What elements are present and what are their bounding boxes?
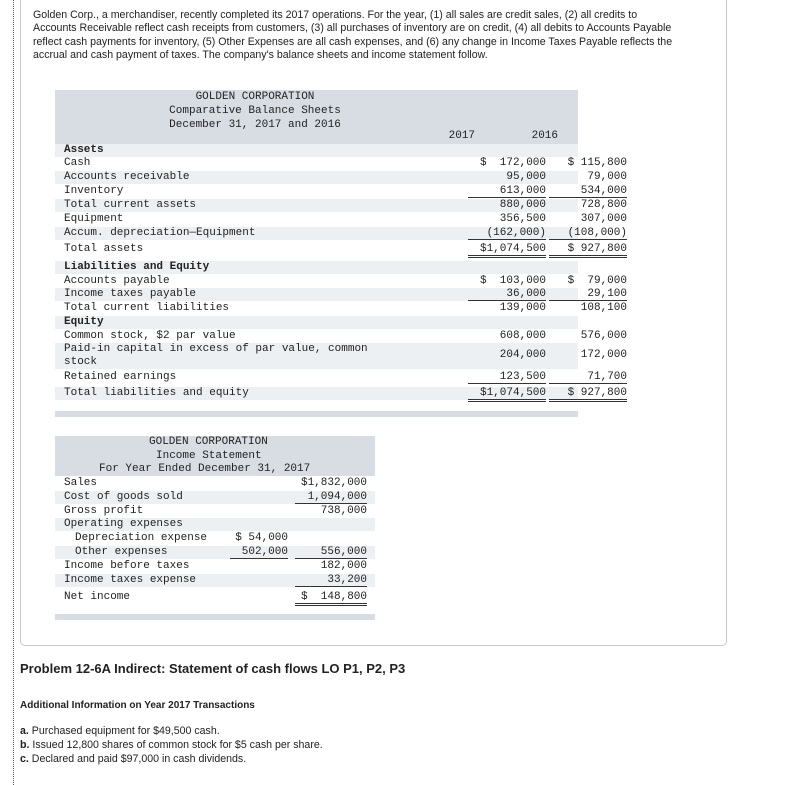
balance-sheet-company: GOLDEN CORPORATION: [195, 91, 315, 103]
bs-row-assets-heading: Assets: [55, 144, 578, 157]
bs-row-total-current-liabilities: Total current liabilities 139,000 108,100: [64, 302, 627, 314]
bs-row-common-stock: Common stock, $2 par value 608,000 576,000: [64, 330, 627, 342]
is-row-cogs: Cost of goods sold 1,094,000: [55, 491, 375, 504]
bs-row-inventory: Inventory 613,000 534,000: [64, 185, 627, 197]
additional-item-a: a. Purchased equipment for $49,500 cash.: [20, 725, 220, 737]
bs-row-accounts-receivable: Accounts receivable 95,000 79,000: [55, 171, 578, 184]
is-period: For Year Ended December 31, 2017: [99, 463, 311, 475]
bs-row-total-assets: Total assets $1,074,500 $ 927,800: [55, 243, 578, 256]
income-statement-title: [55, 436, 375, 477]
is-row-gross-profit: Gross profit 738,000: [64, 505, 367, 517]
bs-row-total-liabilities-equity: Total liabilities and equity $1,074,500 $ 927,800: [55, 387, 578, 400]
year-2016-header: 2016: [531, 130, 558, 142]
balance-sheet-footer-bar: [55, 411, 578, 417]
income-statement-footer-bar: [55, 614, 375, 620]
bs-row-liabilities-heading: Liabilities and Equity: [55, 261, 578, 274]
intro-paragraph: Golden Corp., a merchandiser, recently completed its 2017 operations. For the year, (1) all sales are credit sales, (2) all credits to Accounts Receivable reflect cash receipts from customers, (3) all purchases of inventory are on credit, (4) all debits to Accounts Payable reflect cash payments for inventory, (5) Other Expenses are all cash expenses, and (6) any change in Income Taxes Payable reflects the accrual and cash payment of taxes. The company's balance sheets and income statement follow.: [33, 9, 673, 62]
bs-row-income-taxes-payable: Income taxes payable 36,000 29,100: [55, 288, 578, 301]
is-row-depreciation: Depreciation expense $ 54,000: [75, 532, 288, 544]
is-company: GOLDEN CORPORATION: [149, 436, 268, 448]
is-row-net-income: Net income $ 148,800: [55, 591, 375, 604]
is-row-sales: Sales $1,832,000: [64, 477, 367, 489]
bs-row-equity-heading: Equity: [55, 316, 578, 329]
additional-item-b: b. Issued 12,800 shares of common stock for $5 cash per share.: [20, 739, 323, 751]
is-name: Income Statement: [156, 449, 262, 462]
additional-info-heading: Additional Information on Year 2017 Transactions: [20, 700, 255, 711]
bs-row-retained-earnings: Retained earnings 123,500 71,700: [64, 371, 627, 383]
balance-sheet-title: [55, 90, 455, 132]
left-dotted-border: [13, 0, 14, 785]
is-row-income-taxes-expense: Income taxes expense 33,200: [55, 574, 375, 587]
is-row-income-before-taxes: Income before taxes 182,000: [64, 560, 367, 572]
bs-row-cash: Cash $ 172,000 $ 115,800: [64, 157, 627, 169]
is-row-operating-expenses: Operating expenses: [55, 518, 375, 531]
bs-row-accounts-payable: Accounts payable $ 103,000 $ 79,000: [64, 275, 627, 287]
additional-item-c: c. Declared and paid $97,000 in cash dividends.: [20, 753, 247, 765]
balance-sheet-date: December 31, 2017 and 2016: [169, 119, 341, 131]
bs-row-paid-in-capital: Paid-in capital in excess of par value, common stock 204,000 172,000: [55, 343, 578, 369]
balance-sheet-name: Comparative Balance Sheets: [169, 105, 341, 117]
is-row-other-expenses: Other expenses 502,000 556,000: [55, 546, 375, 559]
bs-row-accum-depreciation: Accum. depreciation—Equipment (162,000) (108,000): [55, 227, 578, 240]
bs-row-equipment: Equipment 356,500 307,000: [64, 213, 627, 225]
year-2017-header: 2017: [448, 130, 475, 142]
bs-row-total-current-assets: Total current assets 880,000 728,800: [55, 199, 578, 212]
problem-title: Problem 12-6A Indirect: Statement of cash flows LO P1, P2, P3: [20, 661, 406, 676]
